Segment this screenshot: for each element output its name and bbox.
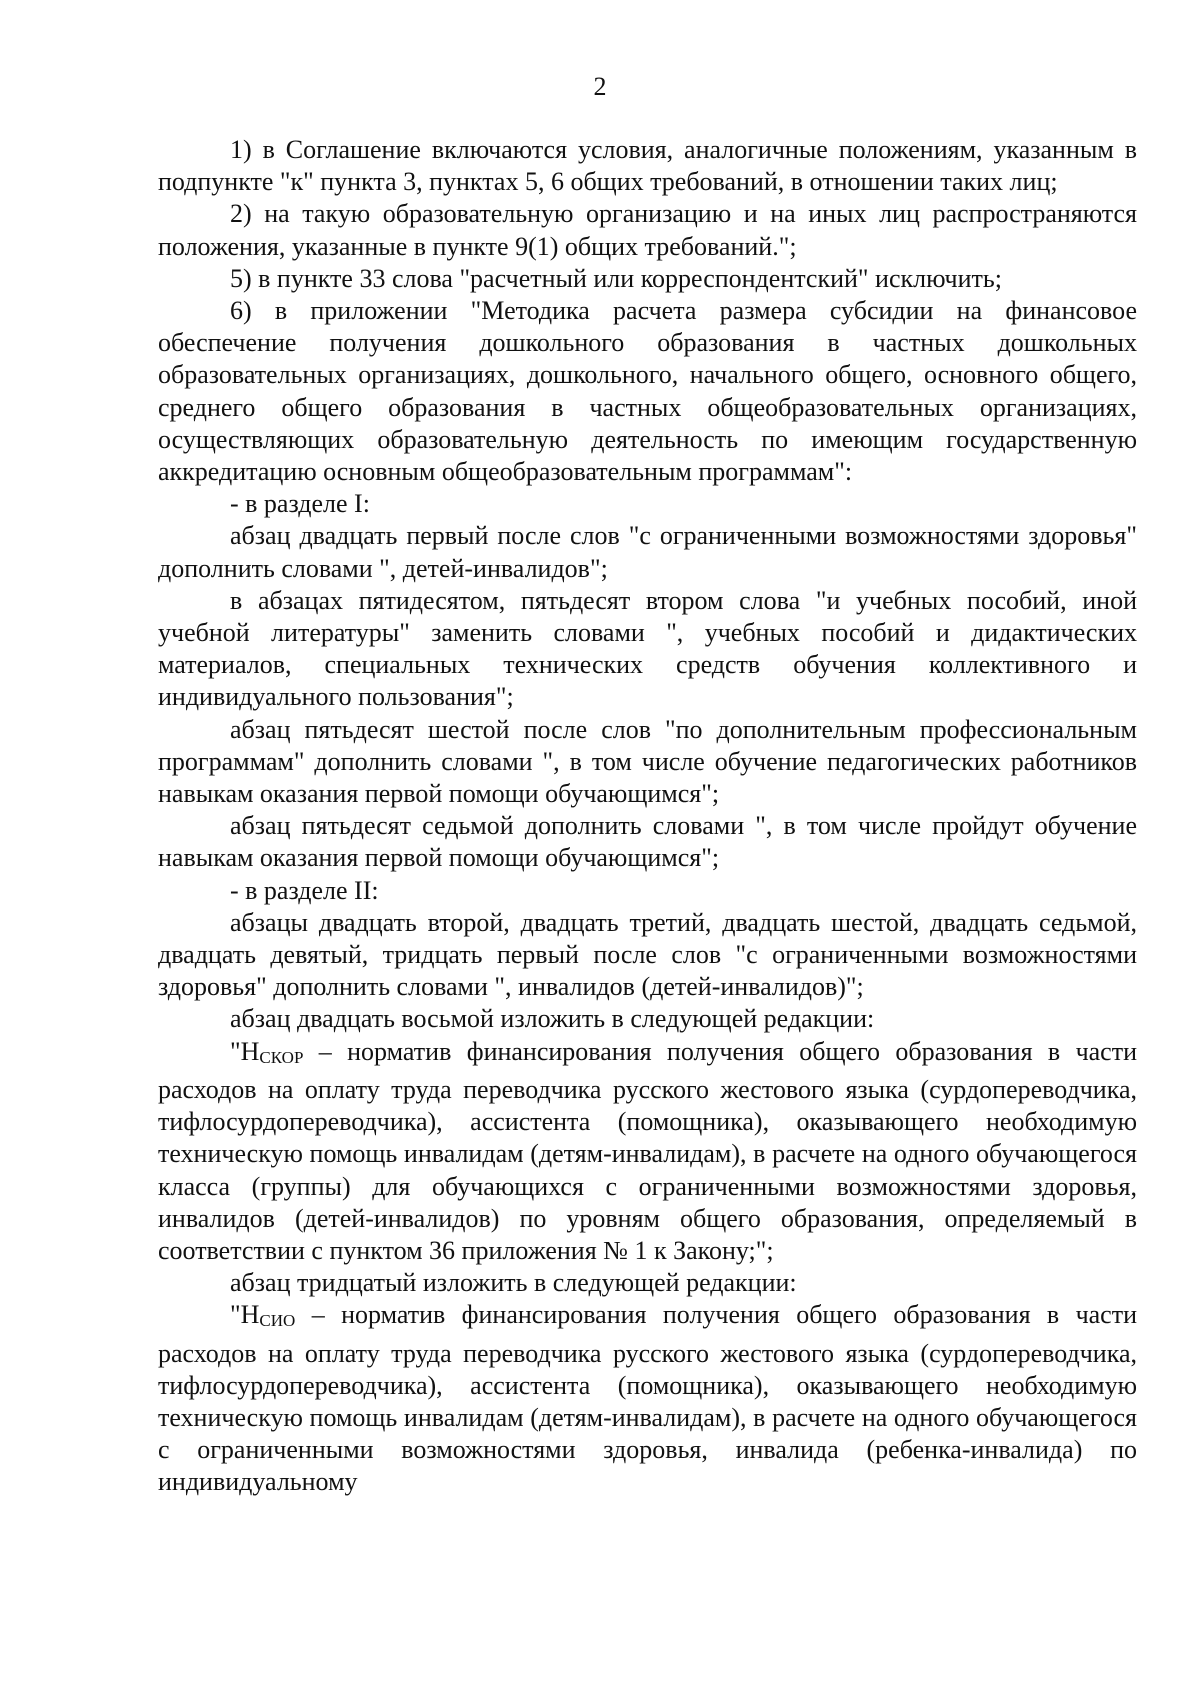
paragraph: абзац двадцать первый после слов "с ограниченными возможностями здоровья" дополнить словами ", детей-инвалидов"; [158, 521, 1137, 583]
paragraph: абзац тридцатый изложить в следующей редакции: [230, 1268, 797, 1298]
document-body [158, 134, 1137, 1499]
paragraph: 6) в приложении "Методика расчета размера субсидии на финансовое обеспечение получения дошкольного образования в частных дошкольных образовательных организациях, дошкольного, начального общего, основного общего, среднего общего образования в частных общеобразовательных организациях, осуществляющих образовательную деятельность по имеющим государственную аккредитацию основным общеобразовательным программам": [158, 296, 1137, 487]
formula-subscript: СИО [259, 1311, 296, 1331]
formula-symbol: Н [240, 1300, 260, 1330]
page-number: 2 [593, 72, 607, 101]
paragraph: абзац пятьдесят седьмой дополнить словами ", в том числе пройдут обучение навыкам оказания первой помощи обучающимся"; [158, 811, 1137, 873]
formula-definition-text: – норматив финансирования получения общего образования в части расходов на оплату труда переводчика русского жестового языка (сурдопереводчика, тифлосурдопереводчика), ассистента (помощника), оказывающего необходимую техническую помощь инвалидам (детям-инвалидам), в расчете на одного обучающегося класса (группы) для обучающихся с ограниченными возможностями здоровья, инвалидов (детей-инвалидов) по уровням общего образования, определяемый в соответствии с пунктом 36 приложения № 1 к Закону;"; [158, 1036, 1137, 1265]
formula-open-quote: " [230, 1036, 241, 1066]
formula-symbol: Н [240, 1036, 260, 1066]
paragraph: в абзацах пятидесятом, пятьдесят втором слова "и учебных пособий, иной учебной литературы" заменить словами ", учебных пособий и дидактических материалов, специальных технических средств обучения коллективного и индивидуального пользования"; [158, 585, 1137, 712]
formula-open-quote: " [230, 1300, 241, 1330]
paragraph: абзац пятьдесят шестой после слов "по дополнительным профессиональным программам" дополнить словами ", в том числе обучение педагогических работников навыкам оказания первой помощи обучающимся"; [158, 714, 1137, 809]
paragraph: - в разделе II: [230, 875, 379, 905]
paragraph: абзац двадцать восьмой изложить в следующей редакции: [230, 1004, 875, 1034]
formula-definition-text: – норматив финансирования получения общего образования в части расходов на оплату труда переводчика русского жестового языка (сурдопереводчика, тифлосурдопереводчика), ассистента (помощника), оказывающего необходимую техническую помощь инвалидам (детям-инвалидам), в расчете на одного обучающегося с ограниченными возможностями здоровья, инвалида (ребенка-инвалида) по индивидуальному [158, 1300, 1137, 1497]
paragraph: абзацы двадцать второй, двадцать третий, двадцать шестой, двадцать седьмой, двадцать девятый, тридцать первый после слов "с ограниченными возможностями здоровья" дополнить словами ", инвалидов (детей-инвалидов)"; [158, 907, 1137, 1002]
paragraph: 1) в Соглашение включаются условия, аналогичные положениям, указанным в подпункте "к" пункта 3, пунктах 5, 6 общих требований, в отношении таких лиц; [158, 135, 1137, 197]
formula-subscript: СКОР [259, 1047, 304, 1067]
paragraph: 2) на такую образовательную организацию и на иных лиц распространяются положения, указанные в пункте 9(1) общих требований."; [158, 199, 1137, 261]
paragraph: 5) в пункте 33 слова "расчетный или корреспондентский" исключить; [230, 263, 1002, 293]
paragraph: - в разделе I: [230, 489, 370, 519]
formula-definition-skor [158, 1036, 1137, 1267]
formula-definition-sio [158, 1299, 1137, 1498]
